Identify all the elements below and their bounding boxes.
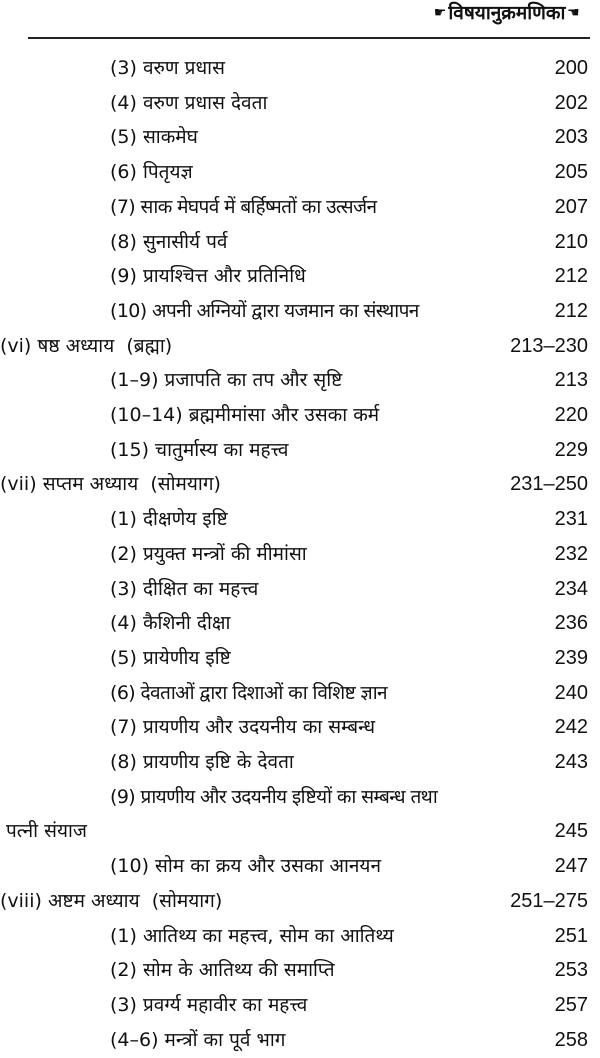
toc-entry <box>0 259 588 293</box>
entry-title: (1–9) प्रजापति का तप और सृष्टि <box>110 369 343 392</box>
section-name: षष्ठ अध्याय <box>37 334 115 357</box>
toc-entry <box>0 606 588 640</box>
page-number: 202 <box>554 91 588 114</box>
section-number: (viii) <box>0 889 42 912</box>
page-number: 240 <box>554 681 588 704</box>
toc-entry <box>0 86 588 120</box>
page-number: 247 <box>554 855 588 878</box>
entry-title: (9) प्रायणीय और उदयनीय इष्टियों का सम्बन्ध तथा <box>110 785 438 808</box>
page-number: 258 <box>554 1028 588 1051</box>
section-name: अष्टम अध्याय <box>47 889 140 912</box>
toc-entry <box>0 433 588 467</box>
page-number: 200 <box>554 57 588 79</box>
toc-entry <box>0 953 588 987</box>
toc-entry <box>0 537 588 571</box>
page-number: 251 <box>554 924 588 947</box>
toc-entry <box>0 849 588 883</box>
page-number: 231 <box>554 508 588 531</box>
entry-title: (5) प्रायेणीय इष्टि <box>110 646 231 669</box>
header-title: विषयानुक्रमणिका <box>448 2 566 24</box>
toc-entry <box>0 814 588 848</box>
page-number: 212 <box>554 299 588 322</box>
section-title <box>0 467 221 501</box>
page-number: 213–230 <box>510 334 588 357</box>
page-number: 243 <box>554 751 588 773</box>
toc-entry <box>0 988 588 1022</box>
entry-title: (7) साक मेघपर्व में बर्हिष्मतों का उत्सर्जन <box>110 195 377 218</box>
toc-entry <box>0 745 588 779</box>
entry-title: (3) वरुण प्रधास <box>110 57 225 79</box>
toc-entry <box>0 710 588 744</box>
section-subtitle: (सोमयाग) <box>150 473 221 496</box>
page-number: 207 <box>554 195 588 218</box>
entry-title: (3) प्रवर्ग्य महावीर का महत्त्व <box>110 993 308 1016</box>
page-number: 239 <box>554 646 588 669</box>
toc-entry <box>0 294 588 328</box>
entry-title: (15) चातुर्मास्य का महत्त्व <box>110 438 289 461</box>
entry-title: (1) आतिथ्य का महत्त्व, सोम का आतिथ्य <box>110 924 394 947</box>
page-number: 242 <box>554 716 588 739</box>
pointing-hand-icon: ☛ <box>567 5 580 21</box>
toc-entry <box>0 225 588 259</box>
toc-entry <box>0 502 588 536</box>
entry-title: (2) सोम के आतिथ्य की समाप्ति <box>110 959 335 982</box>
page-number: 236 <box>554 612 588 635</box>
page-number: 234 <box>554 577 588 600</box>
entry-title: (8) सुनासीर्य पर्व <box>110 230 228 253</box>
entry-title: (4) वरुण प्रधास देवता <box>110 91 268 114</box>
page-number: 245 <box>554 820 588 843</box>
page-number: 212 <box>554 265 588 288</box>
toc-entry <box>0 676 588 710</box>
toc-entry <box>0 155 588 189</box>
entry-title: (9) प्रायश्चित्त और प्रतिनिधि <box>110 265 306 288</box>
entry-title: (10–14) ब्रह्ममीमांसा और उसका कर्म <box>110 404 380 426</box>
section-number: (vi) <box>0 334 32 357</box>
entry-title: (4–6) मन्त्रों का पूर्व भाग <box>110 1028 286 1051</box>
entry-title: (10) अपनी अग्नियों द्वारा यजमान का संस्थापन <box>110 299 419 322</box>
entry-title: (1) दीक्षणेय इष्टि <box>110 508 228 531</box>
page-number: 257 <box>554 993 588 1016</box>
page-number: 251–275 <box>510 889 588 912</box>
section-title <box>0 329 172 363</box>
entry-title: (6) पितृयज्ञ <box>110 161 193 184</box>
page-number: 232 <box>554 542 588 565</box>
entry-title: (6) देवताओं द्वारा दिशाओं का विशिष्ट ज्ञान <box>110 681 387 704</box>
running-header <box>434 0 580 26</box>
page-number: 253 <box>554 959 588 982</box>
toc-section <box>0 884 588 918</box>
section-number: (vii) <box>0 473 37 496</box>
page-number: 231–250 <box>510 473 588 496</box>
toc-entry <box>0 780 588 814</box>
page-number: 203 <box>554 126 588 149</box>
toc-section <box>0 329 588 363</box>
entry-title: (2) प्रयुक्त मन्त्रों की मीमांसा <box>110 542 307 565</box>
entry-title: (7) प्रायणीय और उदयनीय का सम्बन्ध <box>110 716 376 739</box>
header-rule <box>28 37 590 39</box>
page-number: 210 <box>554 230 588 253</box>
entry-title: (5) साकमेघ <box>110 126 198 149</box>
entry-title: (10) सोम का क्रय और उसका आनयन <box>110 855 381 878</box>
section-subtitle: (सोमयाग) <box>151 889 223 912</box>
page-number: 213 <box>554 369 588 392</box>
page-number: 220 <box>554 404 588 426</box>
toc-entry <box>0 1023 588 1057</box>
toc-entry <box>0 120 588 154</box>
page-number: 229 <box>554 438 588 461</box>
toc-entry <box>0 363 588 397</box>
page-number: 205 <box>554 161 588 184</box>
toc-entry <box>0 398 588 432</box>
toc-entry <box>0 641 588 675</box>
section-title <box>0 884 222 918</box>
entry-title: (8) प्रायणीय इष्टि के देवता <box>110 751 294 773</box>
section-subtitle: (ब्रह्मा) <box>126 334 173 357</box>
entry-title: (3) दीक्षित का महत्त्व <box>110 577 259 600</box>
toc-entry <box>0 919 588 953</box>
toc-entry <box>0 572 588 606</box>
pointing-hand-icon: ☛ <box>433 5 447 21</box>
entry-title: पत्नी संयाज <box>6 820 88 843</box>
toc-entry <box>0 190 588 224</box>
entry-title: (4) कैशिनी दीक्षा <box>110 612 231 635</box>
toc-section <box>0 467 588 501</box>
section-name: सप्तम अध्याय <box>42 473 139 496</box>
toc-entry <box>0 51 588 85</box>
